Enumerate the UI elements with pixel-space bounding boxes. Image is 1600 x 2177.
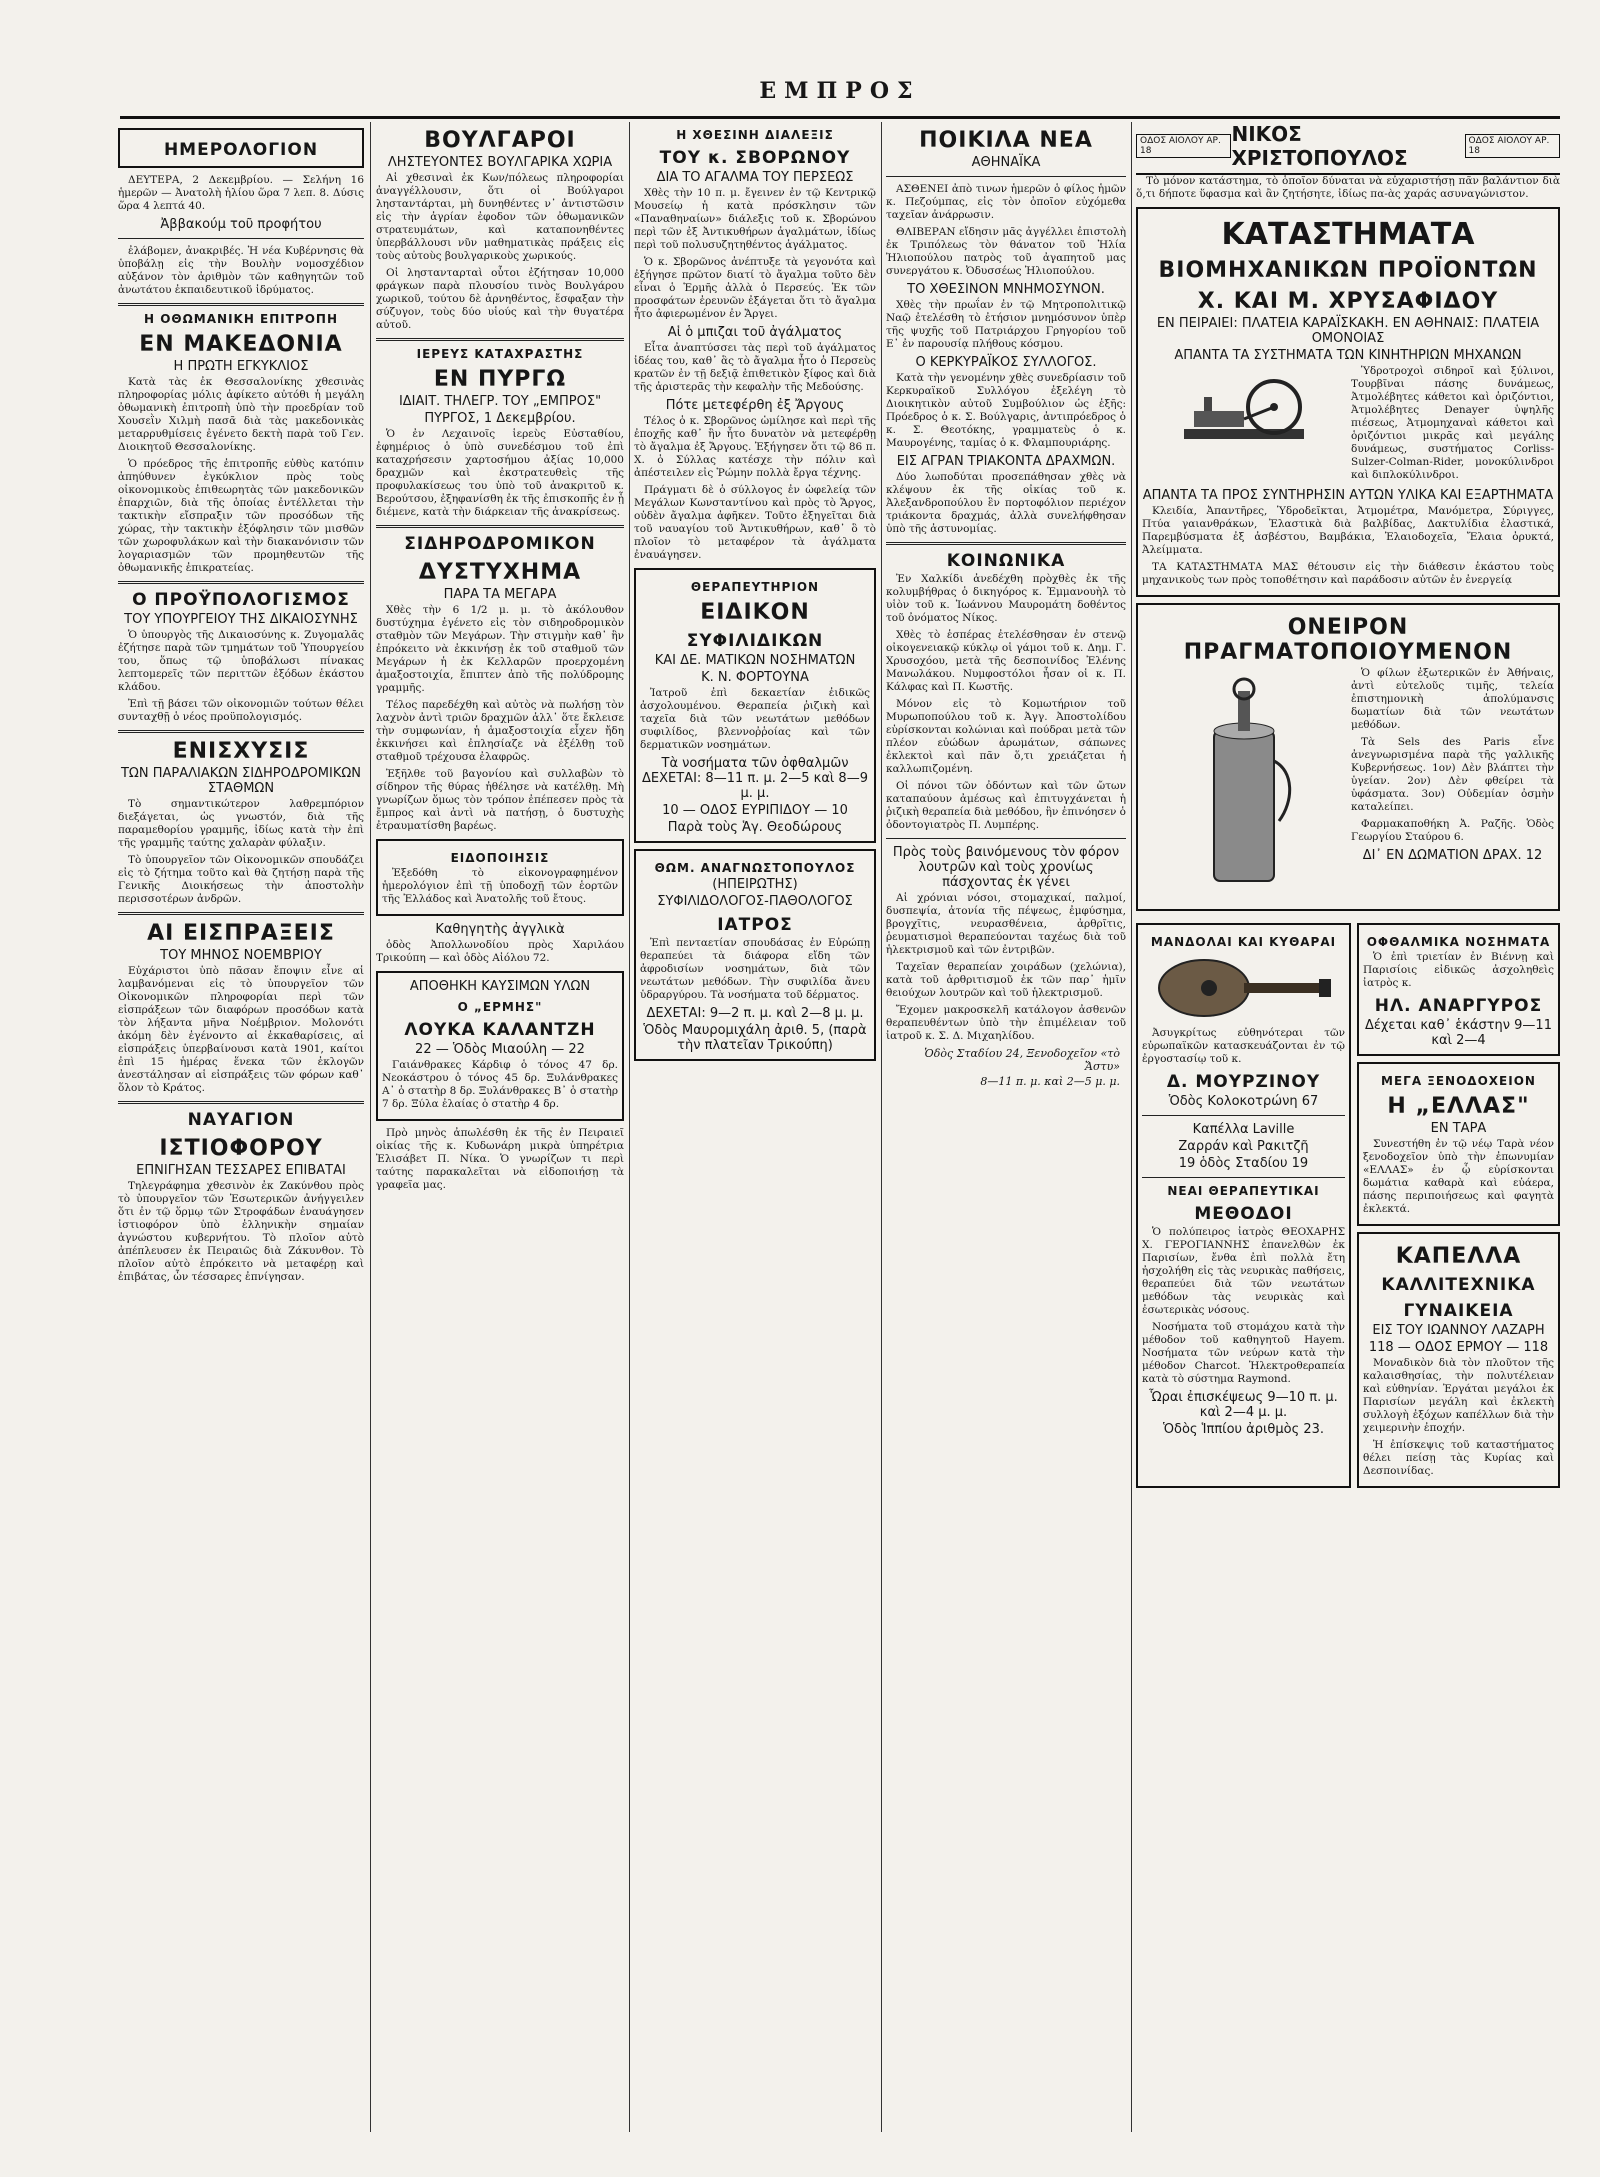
sprayer-illustration <box>1184 671 1304 901</box>
headline-bulgarians: ΒΟΥΛΓΑΡΟΙ <box>424 128 576 153</box>
ad-eye-hours: Δέχεται καθ᾽ ἑκάστην 9—11 καὶ 2—4 <box>1365 1018 1552 1048</box>
ad-clinic-hours: Τὰ νοσήματα τῶν ὀφθαλμῶν ΔΕΧΕΤΑΙ: 8—11 π. μ. 2—5 καὶ 8—9 μ. μ. <box>642 756 868 801</box>
ad-stores-all: ΑΠΑΝΤΑ ΤΑ ΣΥΣΤΗΜΑΤΑ ΤΩΝ ΚΙΝΗΤΗΡΙΩΝ ΜΗΧΑΝΩΝ <box>1174 348 1522 363</box>
subheadline-telegram: ΙΔΙΑΙΤ. ΤΗΛΕΓΡ. ΤΟΥ „ΕΜΠΡΟΣ" <box>398 394 602 409</box>
subheadline-saved: ΕΠΝΙΓΗΣΑΝ ΤΕΣΣΑΡΕΣ ΕΠΙΒΑΤΑΙ <box>136 1163 346 1178</box>
headline-sboronou: ΤΟΥ κ. ΣΒΟΡΩΝΟΥ <box>659 148 851 168</box>
date-line: ΔΕΥΤΕΡΑ, 2 Δεκεμβρίου. — Σελήνη 16 ἡμερῶν — Ἀνατολὴ ἡλίου ὥρα 7 λεπ. 8. Δύσις ὥρα 4 λεπτά 40. <box>118 174 364 212</box>
ad-hats-owner: ΕΙΣ ΤΟΥ ΙΩΑΝΝΟΥ ΛΑΖΑΡΗ <box>1372 1323 1545 1338</box>
ad-shop-address: 22 — Ὁδὸς Μιαούλη — 22 <box>415 1042 585 1057</box>
headline-accident: ΔΥΣΤΥΧΗΜΑ <box>418 560 582 585</box>
ad-medical-text2: Νοσήματα τοῦ στομάχου κατὰ τὴν μέθοδον τοῦ καθηγητοῦ Hayem. Νοσήματα τῶν νεύρων κατὰ τὴν μέθοδον Charcot. Ἡλεκτροθεραπεία κατὰ τὸ σύστημα Raymond. <box>1142 1321 1345 1385</box>
headline-aid: ΕΝΙΣΧΥΣΙΣ <box>172 739 310 764</box>
subheadline-megara: ΠΑΡΑ ΤΑ ΜΕΓΑΡΑ <box>443 587 557 602</box>
ad-disinfection <box>1136 603 1560 911</box>
ad-eye-name: ΗΛ. ΑΝΑΡΓΥΡΟΣ <box>1374 996 1543 1016</box>
article-text: ΑΣΘΕΝΕΙ ἀπὸ τινων ἡμερῶν ὁ φίλος ἡμῶν κ. Πεζούμπας, εἰς τὸν ὁποῖον εὐχόμεθα ταχεῖαν ἀνάρρωσιν. <box>886 183 1126 221</box>
article-text: Αἱ χθεσιναὶ ἐκ Κων/πόλεως πληροφορίαι ἀναγγέλλουσιν, ὅτι οἱ Βούλγαροι λησταντάρται, μὴ δυνηθέντες ν᾽ ἀντιστῶσιν εἰς τὴν ἀγρίαν ἐφοδον τῶν ὀθωμανικῶν στρατευμάτων, καὶ καταπονηθέντες ὑπερβάλλουσι νῦν μαθηματικὰς πράξεις εἰς τοὺς αὐτοὺς βουλγαρικοὺς χωρικούς. <box>376 172 624 262</box>
ad-hotel-location: ΕΝ ΤΑΡΑ <box>1430 1121 1487 1136</box>
article-text: Οἱ πόνοι τῶν ὀδόντων καὶ τῶν ὤτων καταπαύουν ἀμέσως καὶ ἐπιτυγχάνεται ἡ ῥιζικὴ θεραπεία διὰ μεθόδου, ἣν ἐπινόησεν ὁ ὀδοντογιατρὸς Π. Λυμπέρης. <box>886 780 1126 831</box>
ad-doctor-specialty: ΣΥΦΙΛΙΔΟΛΟΓΟΣ-ΠΑΘΟΛΟΓΟΣ <box>657 894 853 909</box>
headline-ship: ΙΣΤΙΟΦΟΡΟΥ <box>159 1136 323 1161</box>
article-text: Δύο λωποδύται προσεπάθησαν χθὲς νὰ κλέψουν ἐκ τῆς οἰκίας τοῦ κ. Ἀλεξανδροπούλου ἓν πορτοφόλιον περιέχον τριάκοντα δραχμάς, ἀλλὰ συνελήφθησαν ὑπὸ τῆς ἀστυνομίας. <box>886 471 1126 535</box>
ad-medical-title2: ΜΕΘΟΔΟΙ <box>1194 1204 1293 1224</box>
headline-rail: ΣΙΔΗΡΟΔΡΟΜΙΚΟΝ <box>404 534 596 554</box>
subheadline-perseus: ΔΙΑ ΤΟ ΑΓΑΛΜΑ ΤΟΥ ΠΕΡΣΕΩΣ <box>656 170 854 185</box>
ad-eye-title: ΟΦΘΑΛΜΙΚΑ ΝΟΣΗΜΑΤΑ <box>1366 935 1551 949</box>
article-text: Πράγματι δὲ ὁ σύλλογος ἐν ὠφελείᾳ τῶν Μεγάλων Κωνσταντίνου καὶ πρὸς τὸ Ἄργος, οὐδὲν ἄγαλμα ἀφῆκεν. Τοῦτο ἐξηγεῖται διὰ τοῦ ναυαγίου τοῦ Ἀντικυθήρων, καθ᾽ ὃ τὸ πλοῖον τὸ μεταφέρον τὰ ἀγάλματα ἐναυάγησεν. <box>634 484 876 561</box>
ad-hats-title: ΚΑΠΕΛΛΑ <box>1395 1244 1522 1269</box>
subheadline-first: Η ΠΡΩΤΗ ΕΓΚΥΚΛΙΟΣ <box>173 359 309 374</box>
article-text: Ὁ πρόεδρος τῆς ἐπιτροπῆς εὐθὺς κατόπιν ἀπηύθυνεν ἐγκύκλιον πρὸς τοὺς οἰκονομικοὺς ἐπιθεωρητὰς τῶν μακεδονικῶν ἐπαρχιῶν, διὰ τῆς ὁποίας ἐντέλλεται τὴν τακτικὴν εἴσπραξιν τῶν προσόδων τῆς χώρας, τὴν τακτικὴν ἐξόφλησιν τῶν μισθῶν τῶν χωροφυλάκων καὶ τὴν διακανόνισιν τῶν λογαριασμῶν τῶν προμηθευτῶν τῆς ὀθωμανικῆς ἐπικρατείας. <box>118 458 364 574</box>
article-text: Τέλος παρεδέχθη καὶ αὐτὸς νὰ πωλήσῃ τὸν λαχνὸν ἀντὶ τριῶν δραχμῶν ἀλλ᾽ ὅτε ἔκλεισε τὴν συμφωνίαν, ἡ ἁμαξοστοιχία εἶχεν ἤδη ἐκκινήσει καὶ ἐπλησίαζε νὰ ἐξέλθῃ τοῦ σταθμοῦ τρέχουσα ἐλαφρῶς. <box>376 699 624 763</box>
headline-lecture: Η ΧΘΕΣΙΝΗ ΔΙΑΛΕΞΙΣ <box>676 128 834 142</box>
ad-medical-address: Ὁδὸς Ἱππίου ἀριθμὸς 23. <box>1162 1422 1325 1437</box>
hemerologion-heading: ΗΜΕΡΟΛΟΓΙΟΝ <box>163 140 319 160</box>
headline-ottoman: Η ΟΘΩΜΑΝΙΚΗ ΕΠΙΤΡΟΠΗ <box>143 312 339 326</box>
article-text: Χθὲς τὴν 6 1/2 μ. μ. τὸ ἀκόλουθον δυστύχημα ἐγένετο εἰς τὸν σιδηροδρομικὸν σταθμὸν τῶν Μεγάρων. Τὴν στιγμὴν καθ᾽ ἣν ἐπρόκειτο νὰ ἐκκινήσῃ ἐκ τοῦ σταθμοῦ τῶν Μεγάρων ἡ ἐκ Κελλαρῶν προερχομένη ἁμαξοστοιχία, ἔπιπτεν ἀπὸ τῆς πολύδρομης γραμμῆς. <box>376 604 624 694</box>
headline-budget: Ο ΠΡΟΫΠΟΛΟΓΙΣΜΟΣ <box>132 590 350 610</box>
article-text: Αἱ χρόνιαι νόσοι, στομαχικαί, παλμοί, δυσπεψία, ἀτονία τῆς πέψεως, ἐμφύσημα, βρογχῖτις, νευρασθένεια, ἀρθρῖτις, ῥευματισμοὶ θεραπεύονται ταχέως διὰ τοῦ ἡλεκτρισμοῦ καὶ τῶν ἐντριβῶν. <box>886 892 1126 956</box>
ad-doctor-title: ΙΑΤΡΟΣ <box>717 915 793 935</box>
ad-shop-text: Γαιάνθρακες Κάρδιφ ὁ τόνος 47 δρ. Νεοκάστρου ὁ τόνος 45 δρ. Ξυλάνθρακες Α᾽ ὁ στατὴρ 8 δρ. Ξυλάνθρακες Β᾽ ὁ στατὴρ 7 δρ. Ξύλα ἐλαίας ὁ στατὴρ 4 δρ. <box>382 1059 618 1110</box>
ad-clinic-h3: ΣΥΦΙΛΙΔΙΚΩΝ <box>686 631 824 651</box>
kapella-sign: Καπέλλα Laville <box>1192 1122 1295 1137</box>
ad-mandolins-address: Ὁδὸς Κολοκοτρώνη 67 <box>1168 1094 1319 1109</box>
notice-text: Ἐξεδόθη τὸ εἰκονογραφημένον ἡμερολόγιον ἐπὶ τῇ ὑποδοχῇ τῶν ἑορτῶν τῆς Ἐλλάδος καὶ Ἀνατολῆς τοῦ ἔτους. <box>382 867 618 905</box>
article-text: Ἔχομεν μακροσκελῆ κατάλογον ἀσθενῶν θεραπευθέντων ὑπὸ τὴν ἐπιμέλειαν τοῦ ἰατροῦ κ. Σ. Δ. Μιχαηλίδου. <box>886 1004 1126 1042</box>
ad-medical-text: Ὁ πολύπειρος ἰατρὸς ΘΕΟΧΑΡΗΣ Χ. ΓΕΡΟΓΙΑΝΝΗΣ ἐπανελθὼν ἐκ Παρισίων, ἔνθα ἐπὶ πολλὰ ἔτη ἠσχολήθη εἰς τὰς νευρικὰς παθήσεις, θεραπεύει διὰ τῶν νεωτάτων μεθόδων τὰς νευρικὰς καὶ ἐσωτερικὰς νόσους. <box>1142 1226 1345 1316</box>
article-text: ἐλάβομεν, ἀνακριβές. Ἡ νέα Κυβέρνησις θὰ ὑποβάλῃ εἰς τὴν Βουλὴν νομοσχέδιον αὐξάνον τὸν ἀριθμὸν τῶν καθηγητῶν τοῦ ἀνωτάτου ἐκπαιδευτικοῦ ἱδρύματος. <box>118 245 364 296</box>
ad-hotel-text: Συνεστήθη ἐν τῷ νέῳ Ταρὰ νέον ξενοδοχεῖον ὑπὸ τὴν ἐπωνυμίαν «ΕΛΛΑΣ» ἐν ᾧ εὑρίσκονται δωμάτια καθαρὰ καὶ εὐάερα, πάσης περιποιήσεως καὶ φαγητὰ ἐκλεκτά. <box>1363 1138 1554 1215</box>
headline-notice: ΕΙΔΟΠΟΙΗΣΙΣ <box>450 851 550 865</box>
ad-hotel-name: Η „ΕΛΛΑΣ" <box>1387 1094 1530 1119</box>
ad-stores-location: ΕΝ ΠΕΙΡΑΙΕΙ: ΠΛΑΤΕΙΑ ΚΑΡΑΪΣΚΑΚΗ. ΕΝ ΑΘΗΝΑΙΣ: ΠΛΑΤΕΙΑ ΟΜΟΝΟΙΑΣ <box>1156 316 1540 346</box>
article-text: Ἐν Χαλκίδι ἀνεδέχθη πρὸχθὲς ἐκ τῆς κολυμβήθρας ὁ δικηγόρος κ. Ἐμμανουὴλ τὸ υἱὸν τοῦ κ. Ἰωάννου Μαυρομάτη δοθέντος τοῦ ὀνόματος Νίκος. <box>886 573 1126 624</box>
ad-stores-all2: ΑΠΑΝΤΑ ΤΑ ΠΡΟΣ ΣΥΝΤΗΡΗΣΙΝ ΑΥΤΩΝ ΥΛΙΚΑ ΚΑΙ ΕΞΑΡΤΗΜΑΤΑ <box>1142 488 1554 503</box>
article-text: Ταχεῖαν θεραπείαν χοιράδων (χελώνια), κατὰ τοῦ ἀρθριτισμοῦ ἐκ τῶν παρ᾽ ἡμῖν θειούχων λουτρῶν καὶ τοῦ ἡλεκτρισμοῦ. <box>886 961 1126 999</box>
christopoulos-header <box>1136 122 1560 175</box>
article-text: Ὁ κ. Σβορῶνος ἀνέπτυξε τὰ γεγονότα καὶ ἐξήγησε πρῶτον διατί τὸ ἄγαλμα τοῦτο δὲν εἶναι ὁ Ἑρμῆς ἀλλὰ ὁ Περσεύς. Ἐκ τῶν προσφάτων ἐρευνῶν ἐξάγεται ὅτι τὸ ἄγαλμα ἦτο ἀφιερωμένον ἐν Ἄργει. <box>634 256 876 320</box>
ad-box <box>376 971 624 1121</box>
article-text: Ὁ ὑπουργὸς τῆς Δικαιοσύνης κ. Ζυγομαλᾶς ἐζήτησε παρὰ τῶν τμημάτων τοῦ Ὑπουργείου του, ὅπως τῷ ὑποβάλωσι πίνακας λεπτομερεῖς τῶν περιττῶν ἐξόδων ἑκάστου κλάδου. <box>118 629 364 693</box>
article-text: Ὁ ἐν Λεχαινοῖς ἱερεὺς Εὐσταθίου, ἐφημέριος ὁ ὑπὸ συνεδέσμου τοῦ ἐπὶ καταχρήσεσιν χαρτοσήμου ἀξίας 10,000 δραχμῶν καὶ ἐκστρατευθεὶς τῆς προφυλακίσεως του ὑπὸ τοῦ ἀνακριτοῦ κ. Βερούτσου, ἐξηφανίσθη ἐκ τῆς ἐπισκοπῆς ἐν ᾗ διέμενε, κατὰ τὴν διάρκειαν τῆς ἀνακρίσεως. <box>376 428 624 518</box>
header-text: Τὸ μόνον κατάστημα, τὸ ὁποῖον δύναται νὰ εὐχαριστήσῃ πᾶν βαλάντιον διὰ ὅ,τι δήποτε ὕφασμα καὶ ἂν ζητήσητε, ἰδίως πα-ὰς χαράς ασυναγώνιστον. <box>1136 175 1560 200</box>
subheadline-thirty: ΕΙΣ ΑΓΡΑΝ ΤΡΙΑΚΟΝΤΑ ΔΡΑΧΜΩΝ. <box>896 454 1116 469</box>
ad-stores-owner: Χ. ΚΑΙ Μ. ΧΡΥΣΑΦΙΔΟΥ <box>1197 289 1499 314</box>
ad-stores-text: Ὑδροτροχοὶ σιδηροῖ καὶ ξύλινοι, Τουρβῖναι πάσης δυνάμεως, Ἀτμολέβητες κάθετοι καὶ ὁριζόντιοι, Ἀτμολέβητες Denayer ὑψηλῆς πιέσεως, Ἀτμομηχαναὶ κάθετοι καὶ ὁριζόντιοι μικρᾶς καὶ μεγάλης δυνάμεως, συστήματος Corliss-Sulzer-Colman-Rider, μονοκύλινδροι καὶ διπλοκύλινδροι. <box>1351 365 1554 481</box>
dateline: ΠΥΡΓΟΣ, 1 Δεκεμβρίου. <box>424 411 576 426</box>
subheadline-baths: Πρὸς τοὺς βαινόμενους τὸν φόρον λουτρῶν καὶ τοὺς χρονίως πάσχοντας ἐκ γένει <box>892 845 1120 890</box>
article-text: Τηλεγράφημα χθεσινὸν ἐκ Ζακύνθου πρὸς τὸ ὑπουργεῖον τῶν Ἐσωτερικῶν ἀνήγγειλεν ὅτι ἐν τῷ ὅρμῳ τῶν Στροφάδων ἐναυάγησεν ἰστιοφόρον ὑπὸ ἑλληνικὴν σημαίαν ἀγνώστου κυβερνήτου. Τὸ πλοῖον αὐτὸ ἀπέπλευσεν ἐκ Πειραιῶς διὰ Ζάκυνθον. Τὸ πλοῖον αὐτὸ ἐπρόκειτο νὰ μεταφέρῃ καὶ ἐπιβάτας, ὧν τέσσαρες ἐπνίγησαν. <box>118 1180 364 1283</box>
ad-mandolins <box>1136 923 1351 1488</box>
subheadline-when: Πότε μετεφέρθη ἐξ Ἄργους <box>665 398 845 413</box>
headline-social: ΚΟΙΝΩΝΙΚΑ <box>946 551 1066 571</box>
baths-hours: 8—11 π. μ. καὶ 2—5 μ. μ. <box>980 1075 1120 1088</box>
ad-hotel <box>1357 1062 1560 1226</box>
column-1 <box>118 122 364 2132</box>
ad-disinfection-price: ΔΙ᾽ ΕΝ ΔΩΜΑΤΙΟΝ ΔΡΑΧ. 12 <box>1362 848 1543 863</box>
ad-doctor <box>634 849 876 1061</box>
ad-medical-title: ΝΕΑΙ ΘΕΡΑΠΕΥΤΙΚΑΙ <box>1167 1184 1320 1198</box>
subheadline-aid: ΤΩΝ ΠΑΡΑΛΙΑΚΩΝ ΣΙΔΗΡΟΔΡΟΜΙΚΩΝ ΣΤΑΘΜΩΝ <box>120 766 362 796</box>
ad-medical-hours: Ὧραι ἐπισκέψεως 9—10 π. μ. καὶ 2—4 μ. μ. <box>1149 1390 1338 1420</box>
article-text: Ἐπὶ τῇ βάσει τῶν οἰκονομιῶν τούτων θέλει συνταχθῇ ὁ νέος προϋπολογισμός. <box>118 698 364 723</box>
article-text: Τὸ ὑπουργεῖον τῶν Οἰκονομικῶν σπουδάζει εἰς τὸ ζήτημα τοῦτο καὶ θὰ ζητήσῃ παρὰ τῆς Γενικῆς Διοικήσεως τὴν ἀποστολὴν περισσοτέρων ἀνδρῶν. <box>118 854 364 905</box>
article-text: Χθὲς τὴν πρωΐαν ἐν τῷ Μητροπολιτικῷ Ναῷ ἐτελέσθη τὸ ἐτήσιον μνημόσυνον ὑπὲρ τῆς ψυχῆς τοῦ Πατριάρχου Γρηγορίου τοῦ Ε᾽ ἐν παρουσίᾳ πλήθους κόσμου. <box>886 299 1126 350</box>
column-rule <box>1131 122 1132 2132</box>
ad-clinic <box>634 568 876 843</box>
ad-hats-note: Ἡ ἐπίσκεψις τοῦ καταστήματος θέλει πείσῃ τὰς Κυρίας καὶ Δεσποινίδας. <box>1363 1439 1554 1477</box>
ad-clinic-address: 10 — ΟΔΟΣ ΕΥΡΙΠΙΔΟΥ — 10 <box>662 803 848 818</box>
column-rule <box>629 122 630 2132</box>
column-3 <box>634 122 876 2132</box>
ad-shop-name: Ο „ΕΡΜΗΣ" <box>457 1000 543 1014</box>
ad-clinic-h4: ΚΑΙ ΔΕ. ΜΑΤΙΚΩΝ ΝΟΣΗΜΑΤΩΝ <box>654 653 856 668</box>
ad-doctor-name: ΘΩΜ. ΑΝΑΓΝΩΣΤΟΠΟΥΛΟΣ <box>654 861 856 875</box>
article-text: Τὸ σημαντικώτερον λαθρεμπόριον διεξάγεται, ὡς γνωστόν, διὰ τῆς παραμεθορίου γραμμῆς, ἰδίως κατὰ τὴν ἐπὶ τῆς γραμμῆς ταύτης χαλαρὰν φύλαξιν. <box>118 798 364 849</box>
ad-title: Καθηγητὴς ἀγγλικὰ <box>435 922 565 937</box>
ad-disinfection-title: ΟΝΕΙΡΟΝ ΠΡΑΓΜΑΤΟΠΟΙΟΥΜΕΝΟΝ <box>1183 615 1513 665</box>
ad-disinfection-text: Ὁ φίλων ἐξωτερικῶν ἐν Ἀθήναις, ἀντὶ εὐτελοῦς τιμῆς, τελεία ἐπιστημονικὴ ἀπολύμανσις δωματίων διὰ τῶν νεωτάτων μεθόδων. <box>1351 667 1554 731</box>
subheadline-ministry: ΤΟΥ ΥΠΟΥΡΓΕΙΟΥ ΤΗΣ ΔΙΚΑΙΟΣΥΝΗΣ <box>124 612 358 627</box>
subheadline-memorial: ΤΟ ΧΘΕΣΙΝΟΝ ΜΝΗΜΟΣΥΝΟΝ. <box>907 282 1105 297</box>
ad-hats-title2: ΚΑΛΛΙΤΕΧΝΙΚΑ <box>1381 1275 1536 1295</box>
ad-hats-title3: ΓΥΝΑΙΚΕΙΑ <box>1403 1301 1514 1321</box>
article-text: Κατὰ τὰς ἐκ Θεσσαλονίκης χθεσινὰς πληροφορίας μόλις ἀφίκετο αὐτόθι ἡ μεγάλη ὀθωμανικὴ ἐπιτροπὴ ὑπὸ τὴν προεδρίαν τοῦ Χουσεῒν Χιλμὴ πασᾶ διὰ τὰς μακεδονικὰς μεταρρυθμίσεις ἐγένετο δεκτὴ παρὰ τοῦ Γεν. Διοικητοῦ Θεσσαλονίκης. <box>118 376 364 453</box>
ad-hats <box>1357 1232 1560 1488</box>
ad-hotel-title: ΜΕΓΑ ΞΕΝΟΔΟΧΕΙΟΝ <box>1381 1074 1536 1088</box>
column-5 <box>1136 122 1560 2132</box>
steam-engine-illustration <box>1174 369 1314 459</box>
article-text: Οἱ ληστανταρταὶ οὗτοι ἐζήτησαν 10,000 φράγκων παρὰ πλουσίου τινὸς Βουλγάρου χωρικοῦ, τούτου δὲ ἀρνηθέντος, ἔσφαξαν τὴν σύζυγον, τοὺς δύο υἱούς καὶ τὴν θυγατέρα αὐτοῦ. <box>376 267 624 331</box>
headline-misc-news: ΠΟΙΚΙΛΑ ΝΕΑ <box>919 128 1093 153</box>
baths-address: Ὁδὸς Σταδίου 24, Ξενοδοχεῖον «τὸ Ἄστυ» <box>924 1047 1120 1073</box>
article-text: Τέλος ὁ κ. Σβορῶνος ὡμίλησε καὶ περὶ τῆς ἐποχῆς καθ᾽ ἣν ἦτο δυνατὸν νὰ μετεφέρθῃ τὸ ἄγαλμα ἐξ Ἄργους. Ἐξήγησεν ὅτι τῷ 86 π. Χ. ὁ Σύλλας κατέσχε τὴν πόλιν καὶ ἀπέστειλεν εἰς Ῥώμην πολλὰ ἔργα τέχνης. <box>634 415 876 479</box>
ad-stores-title: ΚΑΤΑΣΤΗΜΑΤΑ <box>1221 217 1475 252</box>
article-text: Εἶτα ἀναπτύσσει τὰς περὶ τοῦ ἀγάλματος ἰδέας του, καθ᾽ ἃς τὸ ἄγαλμα ἦτο ὁ Περσεὺς κρατῶν ἐν τῇ δεξιᾷ ἐπιθετικὸν ξίφος καὶ διὰ τῆς ἀριστερᾶς τὴν κεφαλὴν τῆς Μεδούσης. <box>634 342 876 393</box>
ad-mandolins-text: Ἀσυγκρίτως εὐθηνότεραι τῶν εὐρωπαϊκῶν κατασκευάζονται ἐν τῷ ἐργοστασίῳ τοῦ κ. <box>1142 1027 1345 1065</box>
notice-box <box>376 839 624 916</box>
ad-doctor-text: Ἐπὶ πενταετίαν σπουδάσας ἐν Εὐρώπῃ θεραπεύει τὰ διάφορα εἴδη τῶν ἀφροδισίων νοσημάτων, διὰ τῶν νεωτάτων μεθόδων. Τὴν συφιλίδα ἄνευ ὑδραργύρου. Τὰ νοσήματα τοῦ δέρματος. <box>640 937 870 1001</box>
ad-stores <box>1136 207 1560 597</box>
column-2 <box>376 122 624 2132</box>
headline-wreck: ΝΑΥΑΓΙΟΝ <box>187 1110 295 1130</box>
ad-shop-owner: ΛΟΥΚΑ ΚΑΛΑΝΤΖΗ <box>404 1020 596 1040</box>
ad-clinic-h2: ΕΙΔΙΚΟΝ <box>700 600 810 625</box>
ad-disinfection-items: Τὰ Sels des Paris εἶνε ἀνεγνωρισμένα παρὰ τῆς γαλλικῆς Κυβερνήσεως. 1ον) Δὲν βλάπτει τὴν ὑγείαν. 2ον) Δὲν φθείρει τὰ ὑφάσματα. 3ον) Οὐδεμίαν ὀσμὴν καταλείπει. <box>1351 736 1554 813</box>
subheadline-reason: Αἱ ὁ μπιζαι τοῦ ἀγάλματος <box>667 325 843 340</box>
ad-stores-note: ΤΑ ΚΑΤΑΣΤΗΜΑΤΑ ΜΑΣ θέτουσιν εἰς τὴν διάθεσιν ἑκάστου τοὺς μηχανικοὺς των πρὸς τοποθέτησιν καὶ παράδοσιν αὐτῶν ἐν ἐνεργείᾳ <box>1142 561 1554 586</box>
header-name: ΝΙΚΟΣ ΧΡΙΣΤΟΠΟΥΛΟΣ <box>1231 122 1408 170</box>
headline-revenue: ΑΙ ΕΙΣΠΡΑΞΕΙΣ <box>147 921 335 946</box>
article-text: Μόνον εἰς τὸ Κομωτήριον τοῦ Μυρωποπούλου τοῦ κ. Ἀγγ. Ἀποστολίδου εὑρίσκονται κολώνιαι καὶ πούδραι μετὰ τῶν πλέον εὐώδων ἀρωμάτων, σάπωνες ἐκλεκτοὶ καὶ πᾶν ὅ,τι χρειάζεται ἡ καλλωπιζομένη. <box>886 698 1126 775</box>
column-rule <box>370 122 371 2132</box>
subheadline-revenue: ΤΟΥ ΜΗΝΟΣ ΝΟΕΜΒΡΙΟΥ <box>160 948 322 963</box>
ad-stores-title2: ΒΙΟΜΗΧΑΝΙΚΩΝ ΠΡΟΪΟΝΤΩΝ <box>1158 258 1538 283</box>
ad-disinfection-rep: Φαρμακαποθήκη Ἀ. Ραζῆς. Ὁδὸς Γεωργίου Σταύρου 6. <box>1351 818 1554 843</box>
ad-clinic-text: Ἰατροῦ ἐπὶ δεκαετίαν ἐιδικῶς ἀσχολουμένου. Θεραπεία ῥιζικὴ καὶ ταχεῖα διὰ τῶν νεωτάτων μεθόδων συφιλίδος, βλεννοῤῥοίας καὶ τῶν δερματικῶν νοσημάτων. <box>640 687 870 751</box>
ad-shop-title: ΑΠΟΘΗΚΗ ΚΑΥΣΙΜΩΝ ΥΛΩΝ <box>409 979 591 994</box>
subheadline-athens: ΑΘΗΝΑΪΚΑ <box>971 155 1041 170</box>
ad-hats-text: Μοναδικὸν διὰ τὸν πλοῦτον τῆς καλαισθησίας, τὴν πολυτέλειαν καὶ εὐθηνίαν. Ἐργάται μεγάλοι ἐκ Παρισίων μεγάλη καὶ ἐκλεκτὴ συλλογὴ ἐξόχων καπέλλων διὰ τὴν χειμερινὴν ἐποχήν. <box>1363 1357 1554 1434</box>
ad-doctor-origin: (ΗΠΕΙΡΩΤΗΣ) <box>712 877 798 892</box>
subheadline-corfu: Ο ΚΕΡΚΥΡΑΪΚΟΣ ΣΥΛΛΟΓΟΣ. <box>915 355 1097 370</box>
hemerologion-box <box>118 128 364 168</box>
ad-clinic-h1: ΘΕΡΑΠΕΥΤΗΡΙΟΝ <box>690 580 820 594</box>
mandolin-illustration <box>1154 953 1334 1023</box>
ad-doctor-address: Ὁδὸς Μαυρομιχάλη ἀριθ. 5, (παρὰ τὴν πλατεῖαν Τρικούπη) <box>643 1023 867 1053</box>
ad-doctor-hours: ΔΕΧΕΤΑΙ: 9—2 π. μ. καὶ 2—8 μ. μ. <box>646 1006 864 1021</box>
ad-clinic-address2: Παρὰ τοὺς Ἁγ. Θεοδώρους <box>667 820 843 835</box>
headline-pyrgos: ΕΝ ΠΥΡΓΩ <box>433 367 567 392</box>
headline-priest: ΙΕΡΕΥΣ ΚΑΤΑΧΡΑΣΤΗΣ <box>416 347 584 361</box>
headline-macedonia: ΕΝ ΜΑΚΕΔΟΝΙΑ <box>139 332 343 357</box>
subheadline-bulgarians: ΛΗΣΤΕΥΟΝΤΕΣ ΒΟΥΛΓΑΡΙΚΑ ΧΩΡΙΑ <box>387 155 613 170</box>
saint-of-day: Ἀββακούμ τοῦ προφήτου <box>160 217 322 232</box>
column-4 <box>886 122 1126 2132</box>
article-text: Ἐξῆλθε τοῦ βαγονίου καὶ συλλαβὼν τὸ σίδηρον τῆς θύρας ἠθέλησε νὰ κατέλθῃ. Μὴ γνωρίζων ὅμως τὸν τρόπον ἐπέπεσεν πρὸς τὰ ἔμπρος καὶ ἀντὶ νὰ πατήσῃ, ὁ δυστυχὴς ἐτραυματίσθη βαρέως. <box>376 768 624 832</box>
article-text: Εὐχάριστοι ὑπὸ πᾶσαν ἔποψιν εἶνε αἱ λαμβανόμεναι εἰς τὸ ὑπουργεῖον τῶν Οἰκονομικῶν πληροφορίαι περὶ τῶν εἰσπράξεων τῶν διαφόρων προσόδων κατὰ τὸν λήξαντα μῆνα Νοέμβριον. Μολονότι ἀκόμη δὲν ἐγένοντο αἱ ἐκκαθαρίσεις, αἱ εἰσπράξεις ὑπερβαίνουσι κατὰ 1901, καίτοι ἐπὶ 15 ἡμέρας ἕνεκα τῶν ἐκλογῶν ἀνεστάλησαν αἱ εἰσπράξεις τῶν φόρων καθ᾽ ὅλον τὸ Κράτος. <box>118 965 364 1094</box>
article-text: Πρὸ μηνὸς ἀπωλέσθη ἐκ τῆς ἐν Πειραιεῖ οἰκίας τῆς κ. Κυδωνάρη μικρὰ ὑπηρέτρια Ἑλισάβετ Π. Νίκα. Ὁ γνωρίζων τι περὶ ταύτης παρακαλεῖται νὰ εἰδοποιήσῃ τὰ γραφεῖα μας. <box>376 1127 624 1191</box>
ad-stores-text2: Κλειδία, Ἀπαντῆρες, Ὑδροδεῖκται, Ἀτμομέτρα, Μανόμετρα, Σύριγγες, Πτύα γαιανθράκων, Ἐλαστικὰ διὰ βαλβίδας, Δακτυλίδια ἐλαστικά, Παρεμβύσματα ἐξ ἀσβέστου, Βαμβάκια, Ἐλαιοδοχεῖα, Ἔλαια ὀρυκτά, Ἀλείμματα. <box>1142 505 1554 556</box>
ad-eye-text: Ὁ ἐπὶ τριετίαν ἐν Βιέννῃ καὶ Παρισίοις εἰδικῶς ἀσχοληθεὶς ἰατρὸς κ. <box>1363 951 1554 989</box>
ad-mandolins-name: Δ. ΜΟΥΡΖΙΝΟΥ <box>1166 1072 1321 1092</box>
article-text: ΘΛΙΒΕΡΑΝ εἴδησιν μᾶς ἀγγέλλει ἐπιστολὴ ἐκ Τριπόλεως τὸν θάνατον τοῦ Ἠλία Ἠλιοπούλου πατρὸς τοῦ ἀγαπητοῦ μας συνεργάτου κ. Ὀδυσσέως Ἠλιοπούλου. <box>886 226 1126 277</box>
ad-eye <box>1357 923 1560 1056</box>
kapella-address: 19 ὁδὸς Σταδίου 19 <box>1178 1156 1309 1171</box>
article-text: Χθὲς τὴν 10 π. μ. ἔγεινεν ἐν τῷ Κεντρικῷ Μουσείῳ ἡ κατὰ πρόσκλησιν τῶν «Παναθηναίων» διάλεξις τοῦ κ. Σβορώνου περὶ τῶν ἐξ Ἀντικυθήρων ἀγαλμάτων, ἰδίως περὶ τοῦ πολυσυζητηθέντος ἀγάλματος. <box>634 187 876 251</box>
masthead <box>120 78 1560 119</box>
ad-clinic-doctor: Κ. Ν. ΦΟΡΤΟΥΝΑ <box>701 670 809 685</box>
ad-text: ὁδὸς Ἀπολλωνοδίου πρὸς Χαριλάου Τρικούπη — καὶ ὁδὸς Αἰόλου 72. <box>376 939 624 964</box>
masthead-title: ΕΜΠΡΟΣ <box>759 78 921 104</box>
article-text: Χθὲς τὸ ἑσπέρας ἐτελέσθησαν ἐν στενῷ οἰκογενειακῷ κύκλῳ οἱ γάμοι τοῦ κ. Δημ. Γ. Χρυσοχόου, μετὰ τῆς δεσποινίδος Ἐλένης Μανωλάκου. Νυμφοστόλοι ἦσαν οἱ κ. Π. Κάλφας καὶ Π. Κωστῆς. <box>886 629 1126 693</box>
header-address-right: ΟΔΟΣ ΑΙΟΛΟΥ ΑΡ. 18 <box>1465 134 1560 158</box>
kapella-sign2: Ζαρράν καὶ Ρακιτζῆ <box>1178 1139 1309 1154</box>
ad-hats-address: 118 — ΟΔΟΣ ΕΡΜΟΥ — 118 <box>1368 1340 1549 1355</box>
column-rule <box>881 122 882 2132</box>
ad-mandolins-title: ΜΑΝΔΟΛΑΙ ΚΑΙ ΚΥΘΑΡΑΙ <box>1150 935 1337 949</box>
article-text: Κατὰ τὴν γενομένην χθὲς συνεδρίασιν τοῦ Κερκυραϊκοῦ Συλλόγου ἐξελέγη τὸ Διοικητικὸν αὐτοῦ Συμβούλιον ὡς ἑξῆς: Πρόεδρος ὁ κ. Σ. Βούλγαρις, ἀντιπρόεδρος ὁ κ. Σ. Θεοτόκης, γραμματεὺς ὁ κ. Μαυρογένης, ταμίας ὁ κ. Φλαμπουριάρης. <box>886 372 1126 449</box>
header-address-left: ΟΔΟΣ ΑΙΟΛΟΥ ΑΡ. 18 <box>1136 134 1231 158</box>
